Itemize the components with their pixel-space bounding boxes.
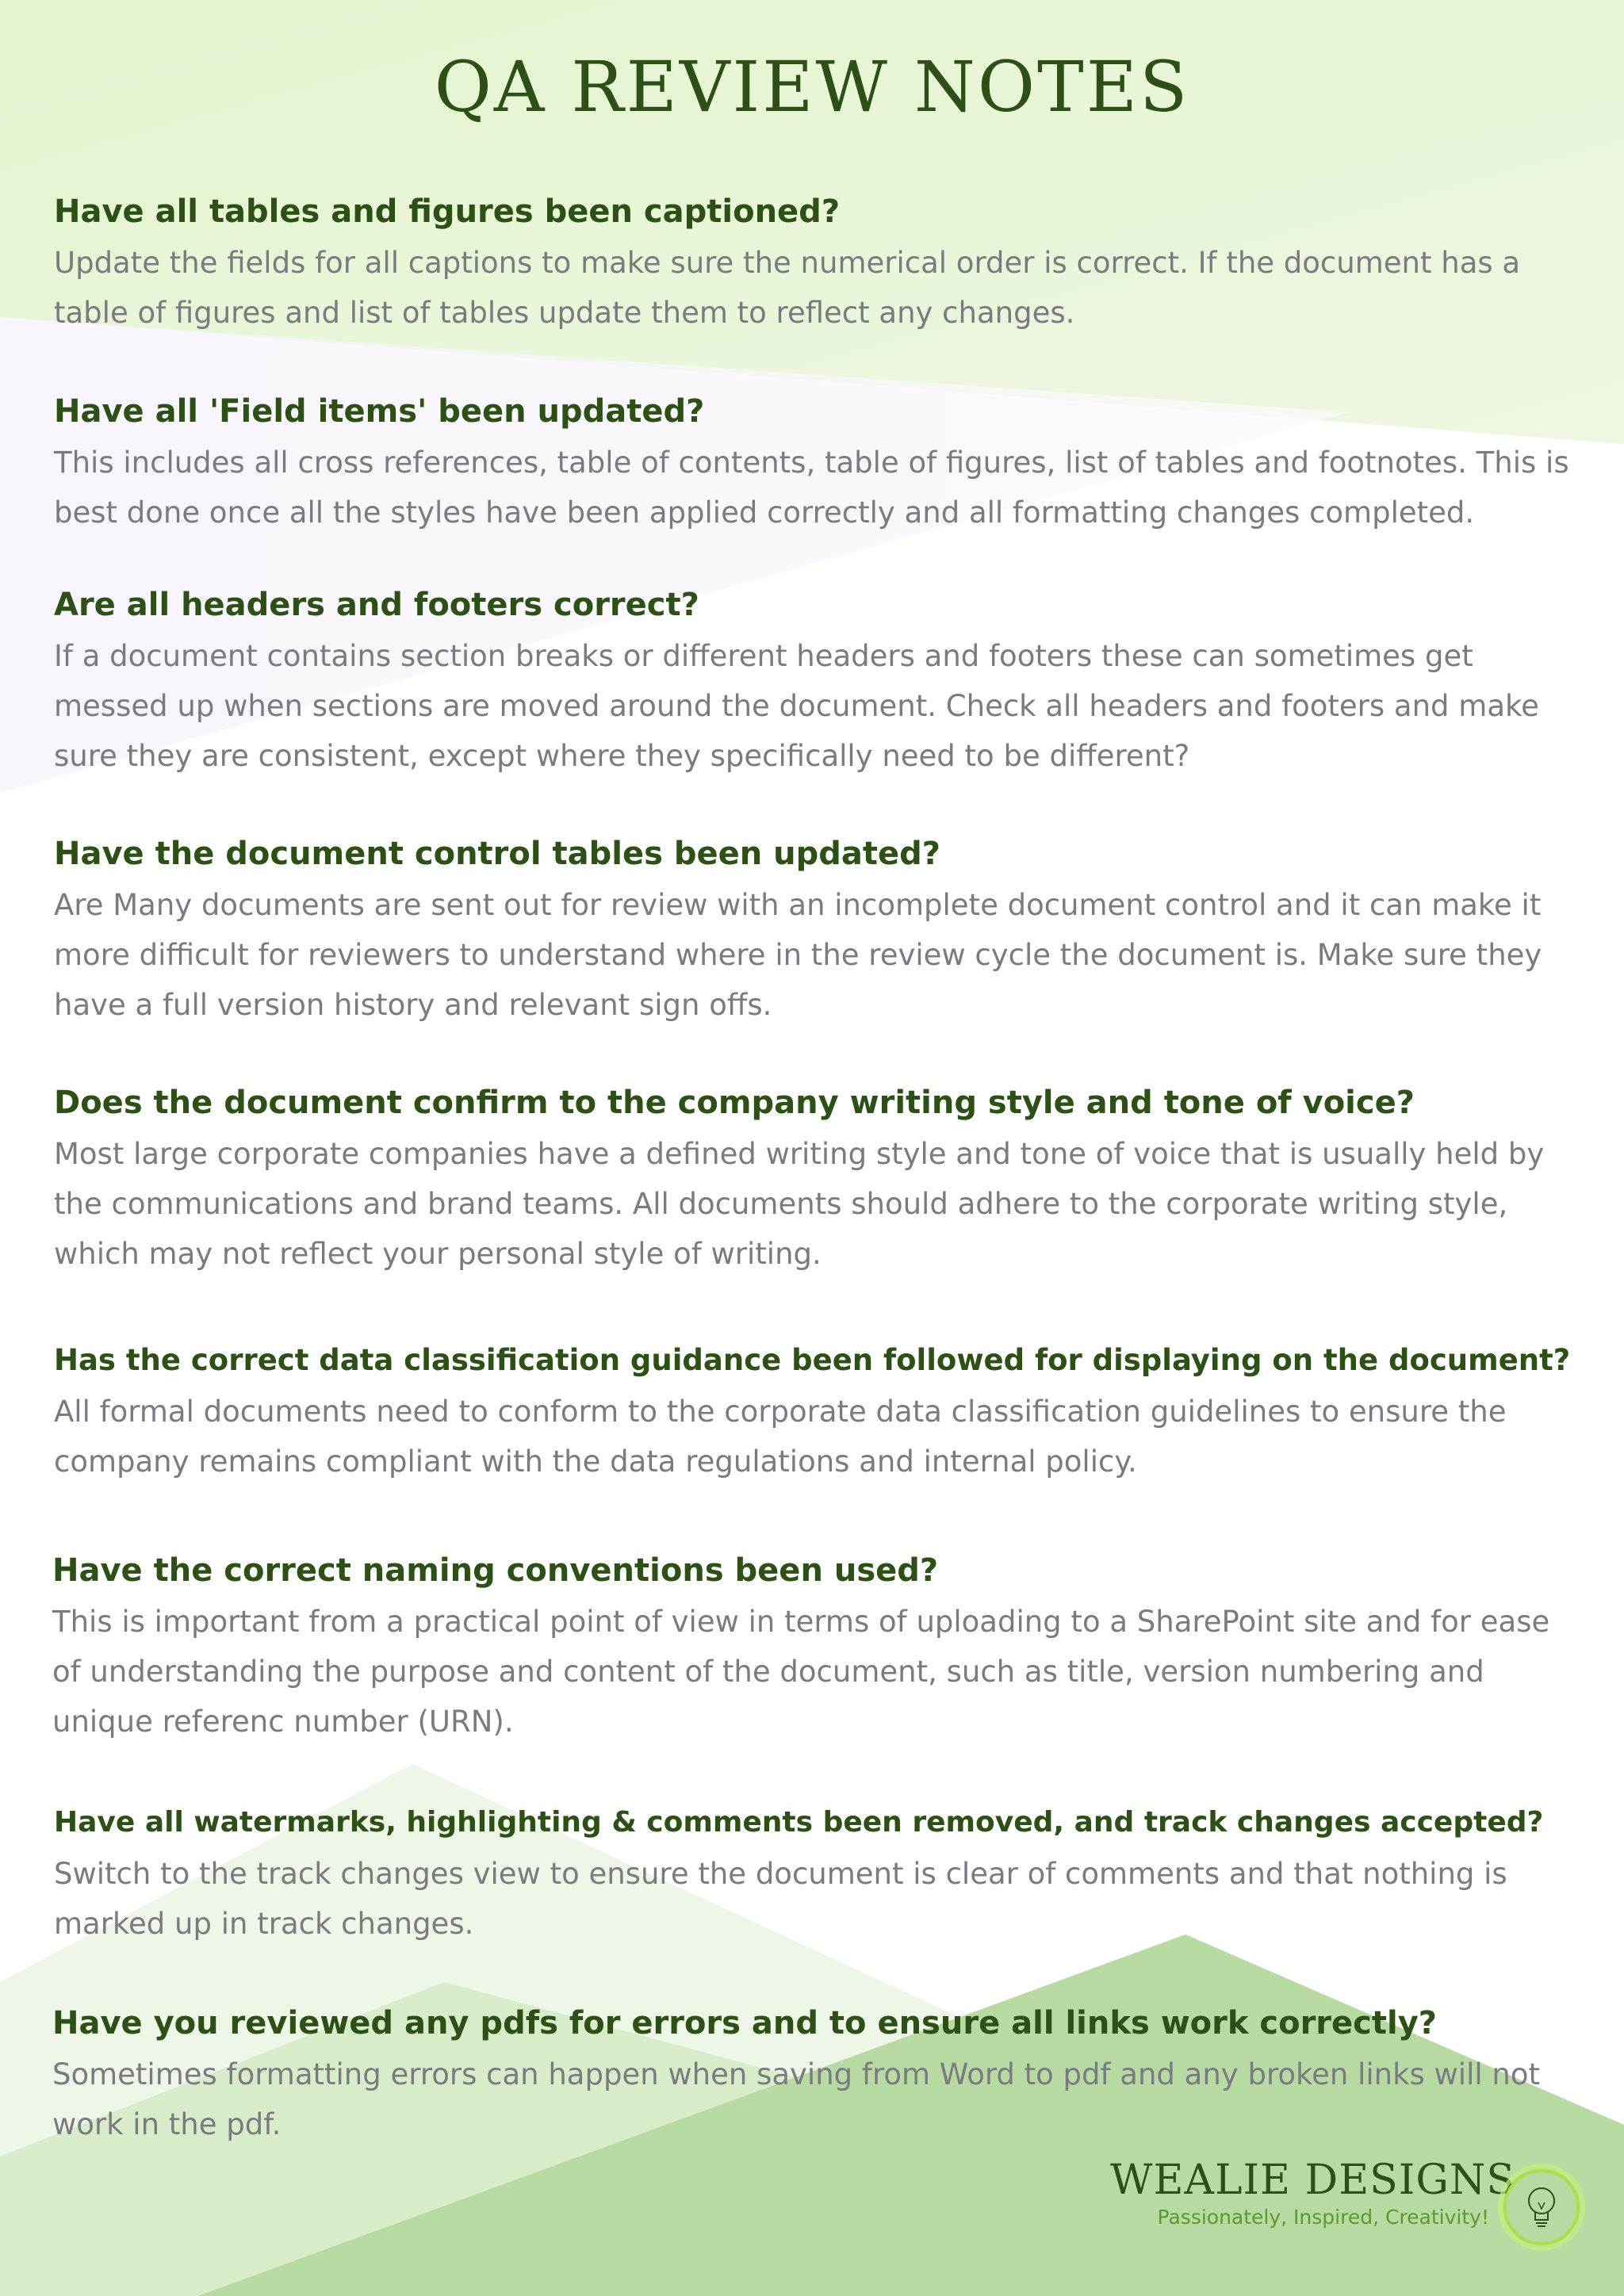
- section-heading: Does the document confirm to the company writing style and tone of voice?: [54, 1085, 1415, 1121]
- section-body: Are Many documents are sent out for review with an incomplete document control and it can make it more difficult for reviewers to understand where in the review cycle the document is. Make sure they have a full version history and relevant sign offs.: [54, 888, 1542, 1022]
- qa-section-headers-footers: [54, 582, 1570, 781]
- brand-logo: [1110, 2156, 1515, 2231]
- qa-section-document-control: [54, 831, 1570, 1030]
- brand-tagline: Passionately, Inspired, Creativity!: [1157, 2206, 1489, 2229]
- section-heading: Have all watermarks, highlighting & comments been removed, and track changes accepted?: [54, 1806, 1544, 1839]
- section-body: This includes all cross references, table of contents, table of figures, list of tables and footnotes. This is best done once all the styles have been applied correctly and all formatting changes completed.: [54, 446, 1569, 530]
- page-title: QA REVIEW NOTES: [434, 46, 1190, 128]
- section-heading: Have you reviewed any pdfs for errors and to ensure all links work correctly?: [52, 2005, 1437, 2042]
- section-heading: Have the document control tables been updated?: [54, 836, 940, 872]
- section-body: If a document contains section breaks or different headers and footers these can sometimes get messed up when sections are moved around the document. Check all headers and footers and make sure they are consistent, except where they specifically need to be different?: [54, 639, 1539, 773]
- section-heading: Has the correct data classification guidance been followed for displaying on the document?: [54, 1343, 1571, 1377]
- section-heading: Are all headers and footers correct?: [54, 587, 699, 623]
- section-body: Switch to the track changes view to ensure the document is clear of comments and that nothing is marked up in track changes.: [54, 1857, 1507, 1941]
- qa-section-captions: [54, 189, 1570, 338]
- section-heading: Have the correct naming conventions been used?: [52, 1552, 939, 1589]
- section-heading: Have all tables and figures been captioned?: [54, 193, 841, 230]
- qa-section-pdf-review: [52, 2000, 1568, 2149]
- qa-section-watermarks: [54, 1800, 1570, 1949]
- brand-name: WEALIE DESIGNS: [1110, 2156, 1515, 2204]
- lightbulb-icon: [1497, 2163, 1586, 2252]
- qa-section-naming-conventions: [52, 1548, 1568, 1747]
- section-heading: Have all 'Field items' been updated?: [54, 393, 705, 430]
- qa-section-field-items: [54, 388, 1570, 538]
- section-body: Update the fields for all captions to make sure the numerical order is correct. If the document has a table of figures and list of tables update them to reflect any changes.: [54, 246, 1521, 330]
- qa-section-data-classification: [54, 1337, 1570, 1487]
- section-body: Sometimes formatting errors can happen when saving from Word to pdf and any broken links will not work in the pdf.: [52, 2057, 1540, 2141]
- section-body: All formal documents need to conform to the corporate data classification guidelines to ensure the company remains compliant with the data regulations and internal policy.: [54, 1395, 1507, 1479]
- section-body: This is important from a practical point of view in terms of uploading to a SharePoint site and for ease of understanding the purpose and content of the document, such as title, version numbering and unique referenc number (URN).: [52, 1605, 1550, 1739]
- section-body: Most large corporate companies have a defined writing style and tone of voice that is usually held by the communications and brand teams. All documents should adhere to the corporate writing style, which may not reflect your personal style of writing.: [54, 1137, 1545, 1271]
- qa-section-writing-style: [54, 1080, 1570, 1279]
